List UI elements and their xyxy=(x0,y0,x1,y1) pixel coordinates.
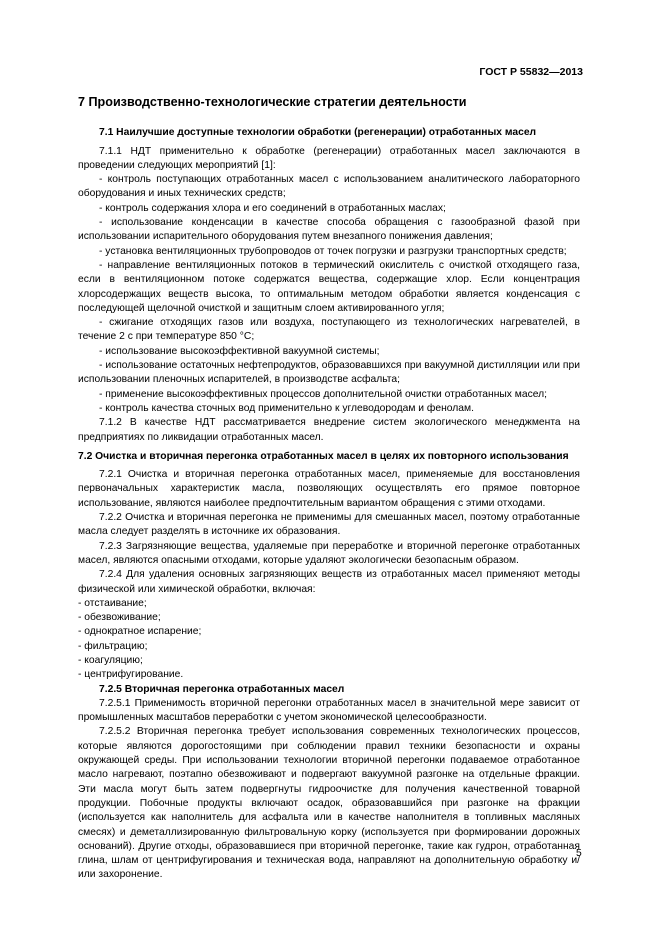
method-item: - фильтрацию; xyxy=(78,640,148,652)
paragraph-7-1-1: 7.1.1 НДТ применительно к обработке (регенерации) отработанных масел заключаются в проведении следующих мероприятий [1]: xyxy=(78,145,580,171)
bullet-item: - использование остаточных нефтепродуктов, образовавшихся при вакуумной дистилляции или при использовании пленочных испарителей, в производстве асфальта; xyxy=(78,360,580,386)
bullet-item: - применение высокоэффективных процессов дополнительной очистки отработанных масел; xyxy=(99,388,548,400)
paragraph-7-2-3: 7.2.3 Загрязняющие вещества, удаляемые при переработке и вторичной перегонке отработанных масел, являются опасными отходами, которые удаляют экологически безопасным образом. xyxy=(78,540,580,566)
paragraph-7-2-4: 7.2.4 Для удаления основных загрязняющих веществ из отработанных масел применяют методы физической или химической обработки, включая: xyxy=(78,569,580,595)
paragraph-7-2-1: 7.2.1 Очистка и вторичная перегонка отработанных масел, применяемые для восстановления первоначальных характеристик масла, позволяющих осуществлять его прямое повторное использование, являются наиболее предпочтительным вариантом обращения с этими отходами. xyxy=(78,469,580,509)
section-7-1-title: 7.1 Наилучшие доступные технологии обработки (регенерации) отработанных масел xyxy=(99,127,537,139)
bullet-item: - установка вентиляционных трубопроводов от точек погрузки и разгрузки транспортных средств; xyxy=(99,245,567,257)
paragraph-7-2-5-2: 7.2.5.2 Вторичная перегонка требует использования современных технологических процессов, которые являются дорогостоящими при соблюдении правил техники безопасности и охраны окружающей среды. При использовании технологии вторичной перегонки подаваемое отработанное масло нагревают, поэтапно обезвоживают и подвергают вакуумной разгонке на отдельные фракции. Эти масла могут быть затем подвергнуты гидроочистке для получения качественной товарной продукции. Побочные продукты включают осадок, образовавшийся при разгонке на фракции (используется как наполнитель для асфальта или в качестве наполнителя в топливных масляных смесях) и деметаллизированную фильтровальную корку (используется при формировании дорожных оснований). Другие отходы, образовавшиеся при вторичной перегонке, такие как гудрон, отработанная глина, шлам от центрифугирования и техническая вода, направляют на дополнительную обработку и/или захоронение. xyxy=(78,726,580,881)
section-7-2-title: 7.2 Очистка и вторичная перегонка отработанных масел в целях их повторного использования xyxy=(78,450,569,462)
bullet-item: - направление вентиляционных потоков в термический окислитель с очисткой отходящего газа, если в вентиляционном потоке содержатся вещества, содержащие хлор. Если концентрация хлорсодержащих веществ высока, то оптимальным методом обработки является конденсация с последующей щелочной очисткой и защитным слоем активированного угля; xyxy=(78,259,580,314)
bullet-item: - сжигание отходящих газов или воздуха, поступающего из технологических нагревателей, в течение 2 с при температуре 850 °С; xyxy=(78,317,580,343)
method-item: - однократное испарение; xyxy=(78,626,202,638)
section-7-2-5-title: 7.2.5 Вторичная перегонка отработанных масел xyxy=(99,683,345,695)
paragraph-7-2-2: 7.2.2 Очистка и вторичная перегонка не применимы для смешанных масел, поэтому отработанные масла следует разделять в источнике их образования. xyxy=(78,512,580,538)
bullet-item: - контроль содержания хлора и его соединений в отработанных маслах; xyxy=(99,202,446,214)
method-item: - обезвоживание; xyxy=(78,612,161,624)
page-number: 5 xyxy=(576,848,582,859)
section-7-title: 7 Производственно-технологические стратегии деятельности xyxy=(78,95,467,109)
method-item: - коагуляцию; xyxy=(78,654,143,666)
paragraph-7-2-5-1: 7.2.5.1 Применимость вторичной перегонки отработанных масел в значительной мере зависит от промышленных масштабов переработки с учетом экономической целесообразности. xyxy=(78,697,580,724)
bullet-item: - контроль поступающих отработанных масел с использованием аналитического лабораторного оборудования и иных технических средств; xyxy=(78,174,580,200)
document-header: ГОСТ Р 55832—2013 xyxy=(479,66,583,78)
bullet-item: - контроль качества сточных вод применительно к углеводородам и фенолам. xyxy=(99,402,474,414)
bullet-item: - использование высокоэффективной вакуумной системы; xyxy=(99,345,380,357)
bullet-item: - использование конденсации в качестве способа обращения с газообразной фазой при использовании испарительного оборудования путем внезапного понижения давления; xyxy=(78,217,580,243)
paragraph-7-1-2: 7.1.2 В качестве НДТ рассматривается внедрение систем экологического менеджмента на предприятиях по ликвидации отработанных масел. xyxy=(78,417,580,443)
method-item: - отстаивание; xyxy=(78,597,147,609)
method-item: - центрифугирование. xyxy=(78,669,184,681)
page-content xyxy=(78,95,580,883)
